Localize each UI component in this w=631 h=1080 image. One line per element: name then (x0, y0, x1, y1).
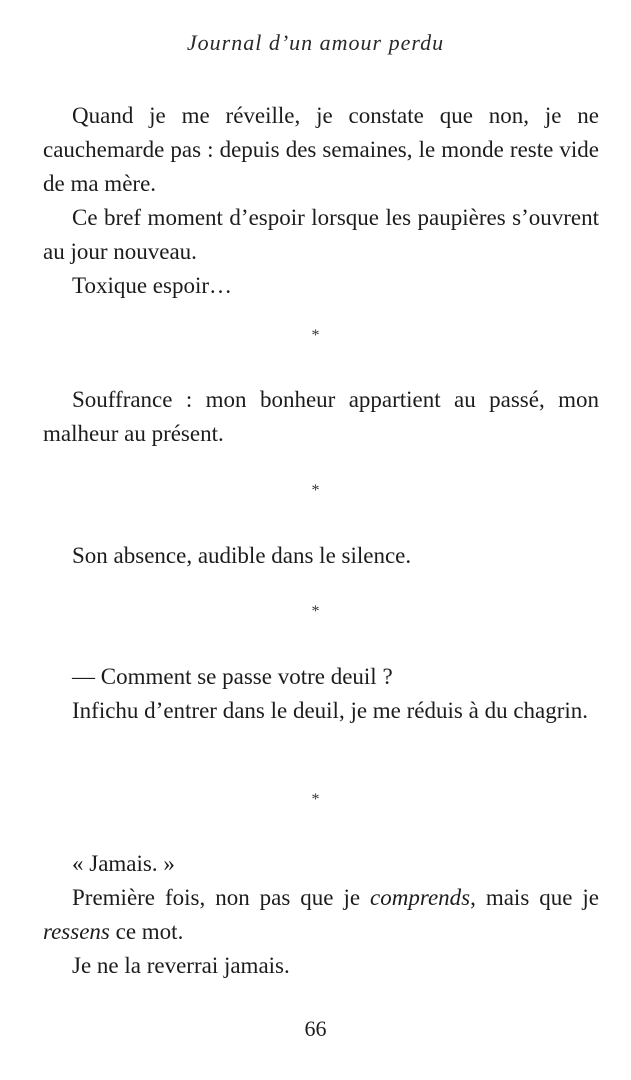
section-2 (43, 383, 599, 451)
section-5 (43, 847, 599, 983)
section-separator: * (311, 327, 320, 344)
paragraph: Je ne la reverrai jamais. (72, 953, 290, 978)
emphasized-word: ressens (43, 919, 110, 944)
section-3 (43, 539, 599, 573)
running-head: Journal d’un amour perdu (186, 30, 445, 55)
emphasized-word: comprends (370, 885, 471, 910)
text-run: , mais que je (470, 885, 600, 910)
section-separator: * (311, 791, 320, 808)
section-1 (43, 99, 599, 303)
paragraph: Ce bref moment d’espoir lorsque les paupières s’ouvrent au jour nouveau. (43, 205, 599, 264)
paragraph: Toxique espoir… (72, 273, 233, 298)
paragraph (43, 881, 599, 949)
section-separator: * (311, 482, 320, 499)
text-run: Première fois, non pas que je (72, 885, 371, 910)
paragraph: Son absence, audible dans le silence. (72, 543, 412, 568)
text-run: ce mot. (109, 919, 184, 944)
paragraph: — Comment se passe votre deuil ? (72, 664, 393, 689)
paragraph: « Jamais. » (72, 851, 175, 876)
paragraph: Souffrance : mon bonheur appartient au passé, mon malheur au présent. (43, 387, 599, 446)
section-separator: * (311, 603, 320, 620)
page-number: 66 (304, 1016, 327, 1041)
paragraph: Quand je me réveille, je constate que non, je ne cauchemarde pas : depuis des semaines, le monde reste vide de ma mère. (43, 103, 599, 196)
paragraph: Infichu d’entrer dans le deuil, je me réduis à du chagrin. (72, 698, 589, 723)
section-4 (43, 660, 599, 728)
